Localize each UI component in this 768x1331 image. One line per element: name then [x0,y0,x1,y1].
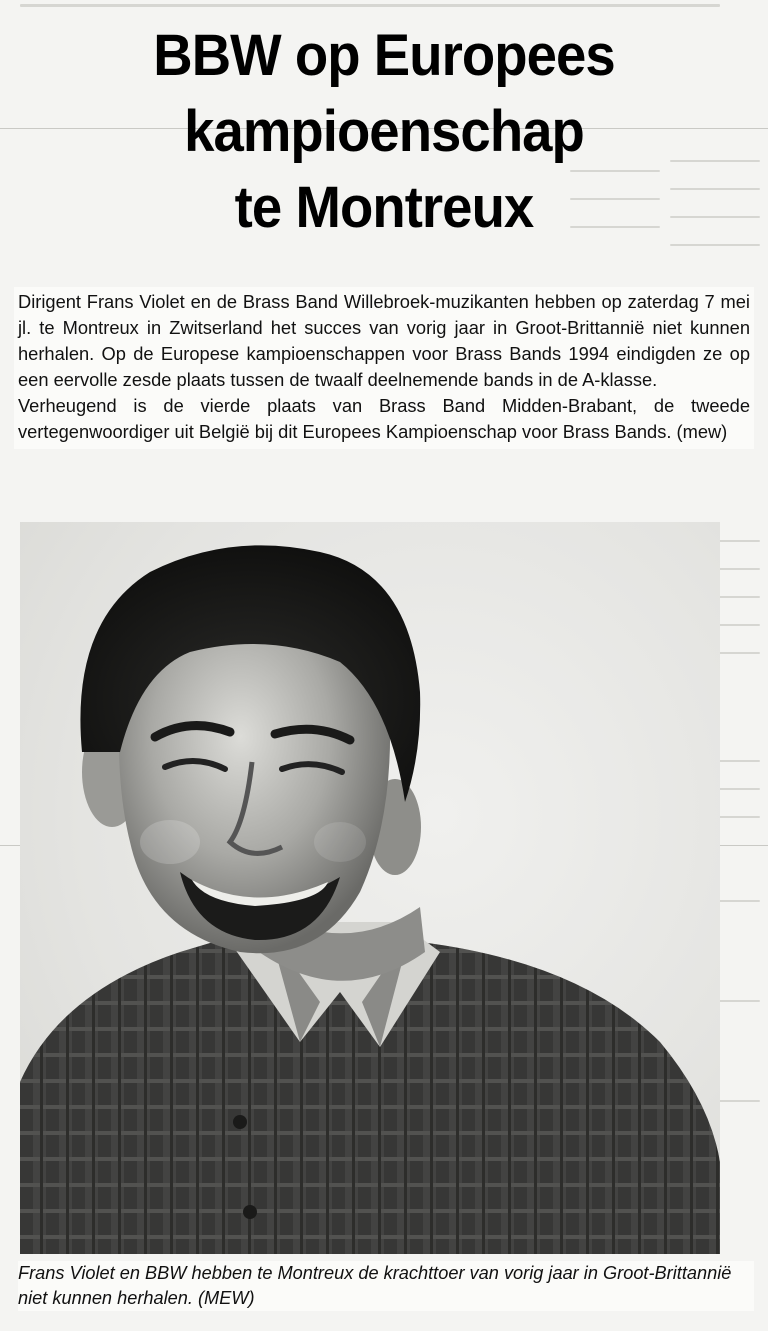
intro-paragraph-1: Dirigent Frans Violet en de Brass Band Willebroek-muzikanten hebben op zaterdag 7 mei jl. te Montreux in Zwitserland het succes van vorig jaar in Groot-Brittannië niet kunnen herhalen. Op de Europese kampioenschappen voor Brass Bands 1994 eindigden ze op een eervolle zesde plaats tussen de twaalf deelnemende bands in de A-klasse. [18,291,750,390]
article-headline [89,18,679,246]
article-intro [14,287,754,449]
intro-paragraph-2: Verheugend is de vierde plaats van Brass Band Midden-Brabant, de tweede vertegenwoordiger uit België bij dit Europees Kampioenschap voor Brass Bands. (mew) [18,395,750,442]
photo-caption: Frans Violet en BBW hebben te Montreux de krachttoer van vorig jaar in Groot-Brittannië niet kunnen herhalen. (MEW) [18,1261,754,1311]
headline-line-2: kampioenschap [184,99,584,164]
portrait-illustration [20,522,720,1254]
headline-line-1: BBW op Europees [153,23,615,88]
portrait-photo [20,522,720,1254]
headline-line-3: te Montreux [234,175,534,240]
